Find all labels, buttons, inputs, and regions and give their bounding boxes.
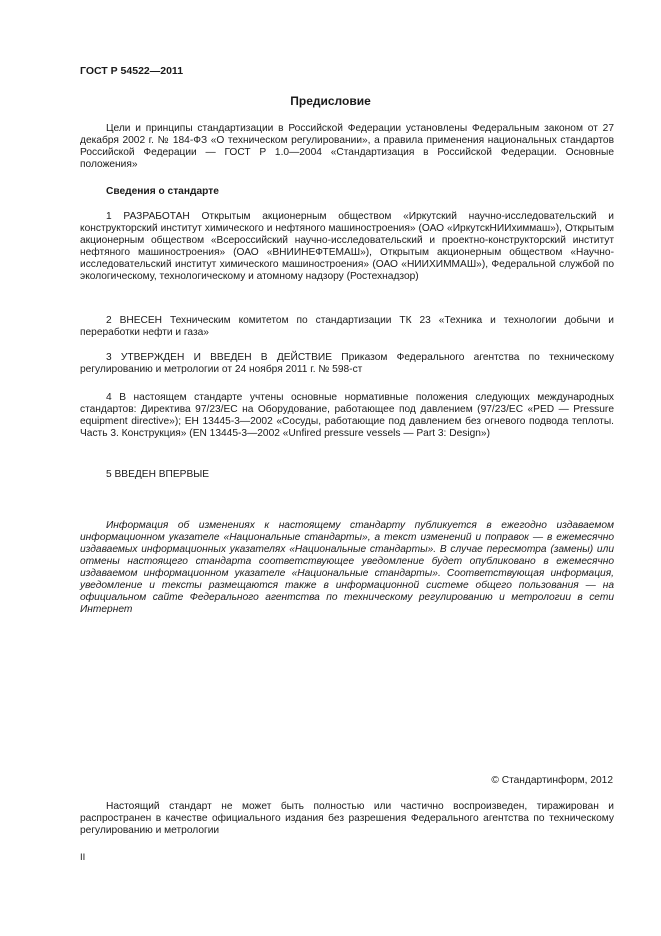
amendments-notice: Информация об изменениях к настоящему стандарту публикуется в ежегодно издаваемом информационном указателе «Национальные стандарты», а текст изменений и поправок — в ежемесячно издаваемых информационных указателях «Национальные стандарты». В случае пересмотра (замены) или отмены настоящего стандарта соответствующее уведомление будет опубликовано в ежемесячно издаваемом информационном указателе «Национальные стандарты». Соответствующая информация, уведомление и тексты размещаются также в информационной системе общего пользования — на официальном сайте Федерального агентства по техническому регулированию и метрологии в сети Интернет [80, 520, 614, 615]
standard-info-item-1: 1 РАЗРАБОТАН Открытым акционерным обществом «Иркутский научно-исследовательский и конструкторский институт химического и нефтяного машиностроения» (ОАО «ИркутскНИИхиммаш»), Открытым акционерным обществом «Всероссийский научно-исследовательский и проектно-конструкторский институт нефтяного машиностроения» (ОАО «ВНИИНЕФТЕМАШ»), Открытым акционерным обществом «Научно-исследовательский институт химического машиностроения» (ОАО «НИИХИММАШ»), Федеральной службой по экологическому, технологическому и атомному надзору (Ростехнадзор) [80, 211, 614, 282]
page-title: Предисловие [290, 94, 371, 108]
standard-info-item-2: 2 ВНЕСЕН Техническим комитетом по стандартизации ТК 23 «Техника и технологии добычи и переработки нефти и газа» [80, 315, 614, 338]
document-code: ГОСТ Р 54522—2011 [80, 65, 184, 77]
standard-info-heading: Сведения о стандарте [106, 186, 219, 197]
copyright-line: © Стандартинформ, 2012 [491, 775, 613, 786]
reproduction-notice: Настоящий стандарт не может быть полностью или частично воспроизведен, тиражирован и распространен в качестве официального издания без разрешения Федерального агентства по техническому регулированию и метрологии [80, 801, 614, 836]
standard-info-item-4: 4 В настоящем стандарте учтены основные нормативные положения следующих международных стандартов: Директива 97/23/ЕС на Оборудование, работающее под давлением (97/23/EC «PED — Pressure equipment directive»); ЕН 13445-3—2002 «Сосуды, работающие под давлением без огневого подвода теплоты. Часть 3. Конструкция» (EN 13445-3—2002 «Unfired pressure vessels — Part 3: Design») [80, 392, 614, 439]
standard-info-item-5: 5 ВВЕДЕН ВПЕРВЫЕ [106, 469, 210, 480]
standard-info-item-3: 3 УТВЕРЖДЕН И ВВЕДЕН В ДЕЙСТВИЕ Приказом Федерального агентства по техническому регулированию и метрологии от 24 ноября 2011 г. № 598-ст [80, 352, 614, 375]
intro-paragraph: Цели и принципы стандартизации в Российской Федерации установлены Федеральным законом от 27 декабря 2002 г. № 184-ФЗ «О техническом регулировании», а правила применения национальных стандартов Российской Федерации — ГОСТ Р 1.0—2004 «Стандартизация в Российской Федерации. Основные положения» [80, 123, 614, 170]
page-number: II [80, 852, 86, 863]
